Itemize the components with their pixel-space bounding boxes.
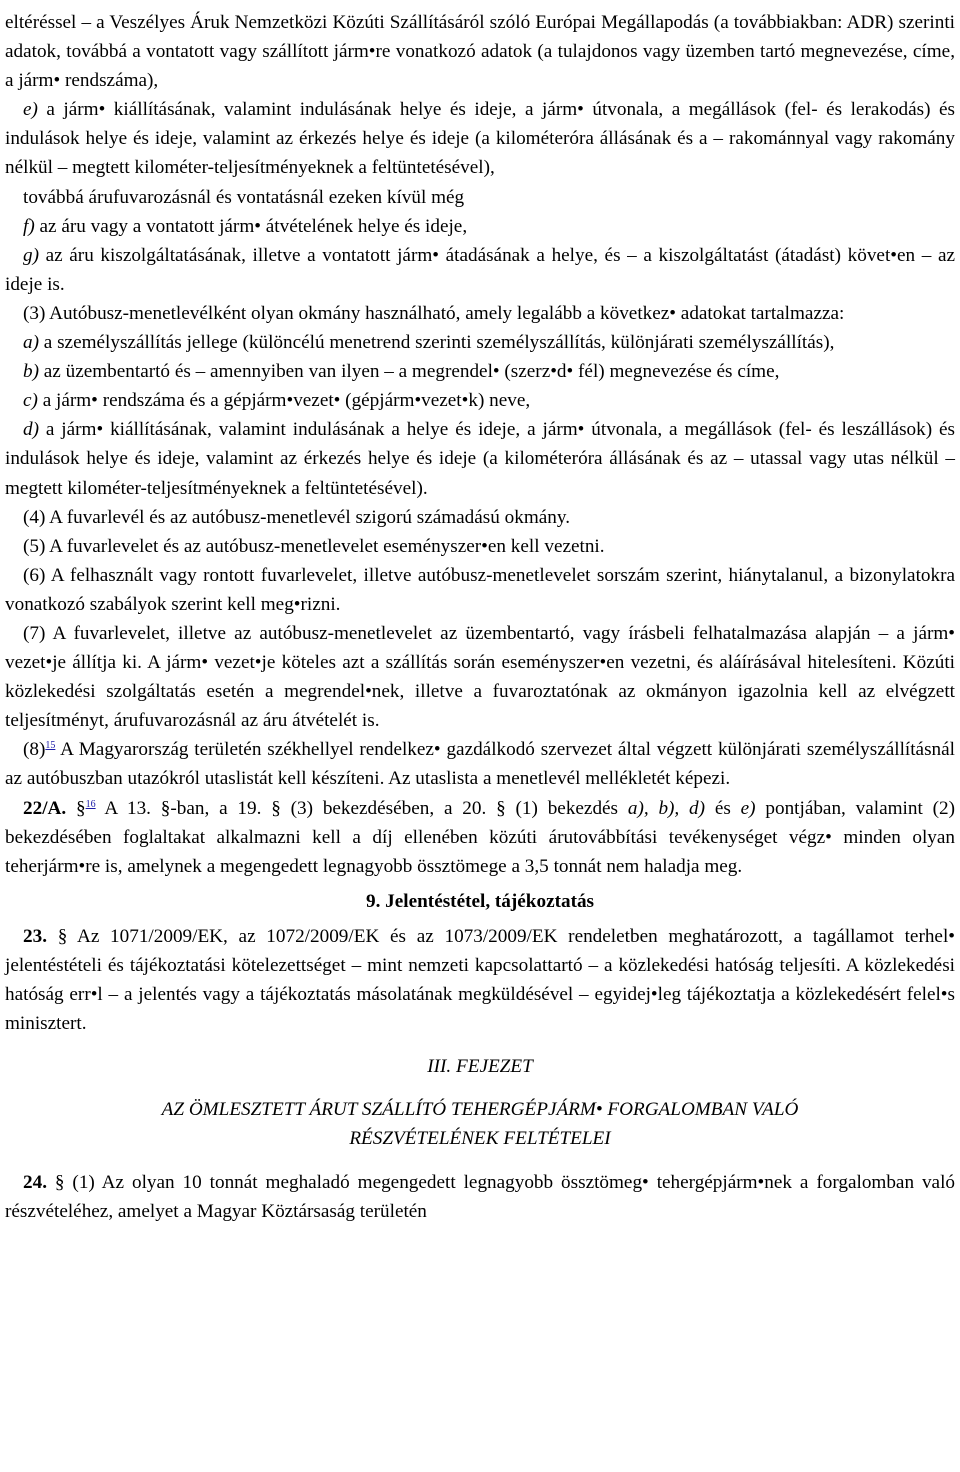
chapter-title-line-2: RÉSZVÉTELÉNEK FELTÉTELEI — [349, 1128, 611, 1150]
paragraph-18 — [5, 1168, 955, 1226]
paragraph-text: és — [705, 797, 741, 819]
paragraph-3 — [5, 183, 955, 212]
paragraph-text: (7) A fuvarlevelet, illetve az autóbusz-menetlevelet az üzembentartó, vagy írásbeli felhatalmazása alapján – a járm• vezet•je állítja ki. A járm• vezet•je köteles azt a szállítás során eseményszer•en vezetni, és aláírásával hitelesíteni. Közúti közlekedési szolgáltatás esetén a megrendel•nek, illetve a fuvaroztatónak az okmányon igazolnia kell az elvégzett teljesítményt, árufuvarozásnál az áru átvételét is. — [5, 622, 955, 732]
paragraph-text: az áru kiszolgáltatásának, illetve a vontatott járm• átadásának a helye, és – a kiszolgáltatást (átadást) követ•en – az ideje is. — [5, 244, 955, 295]
list-marker-a: a) — [23, 332, 39, 354]
chapter-title-line-1: AZ ÖMLESZTETT ÁRUT SZÁLLÍTÓ TEHERGÉPJÁRM• FORGALOMBAN VALÓ — [161, 1099, 799, 1121]
footnote-link-15[interactable]: 15 — [45, 740, 56, 752]
paragraph-text: (6) A felhasznált vagy rontott fuvarlevelet, illetve autóbusz-menetlevelet sorszám szerint, hiánytalanul, a bizonylatokra vonatkozó szabályok szerint kell meg•rizni. — [5, 564, 955, 615]
paragraph-17 — [5, 922, 955, 1038]
paragraph-text: eltéréssel – a Veszélyes Áruk Nemzetközi Közúti Szállításáról szóló Európai Megállapodás (a továbbiakban: ADR) szerinti adatok, továbbá a vontatott vagy szállított járm•re vonatkozó adatok (a tulajdonos vagy üzemben tartó megnevezése, címe, a járm• rendszáma), — [5, 12, 955, 92]
paragraph-text: pontjában, valamint (2) bekezdésében foglaltakat alkalmazni kell a díj ellenében közúti árutovábbítási tevékenységet végz• minden olyan teherjárm•re is, amelynek a megengedett legnagyobb össztömege a 3,5 tonnát nem haladja meg. — [5, 797, 955, 877]
point-reference-e: e) — [740, 797, 756, 819]
paragraph-6 — [5, 299, 955, 328]
paragraph-1 — [5, 8, 955, 95]
paragraph-text: (5) A fuvarlevelet és az autóbusz-menetlevelet eseményszer•en kell vezetni. — [23, 535, 605, 557]
paragraph-14 — [5, 619, 955, 735]
list-marker-g: g) — [23, 244, 39, 266]
paragraph-text: A 13. §-ban, a 19. § (3) bekezdésében, a 20. § (1) bekezdés — [95, 797, 628, 819]
paragraph-2 — [5, 95, 955, 182]
spacer — [5, 1154, 955, 1168]
paragraph-number: (8) — [23, 739, 46, 761]
paragraph-text: továbbá árufuvarozásnál és vontatásnál ezeken kívül még — [23, 186, 465, 208]
paragraph-text: A Magyarország területén székhellyel rendelkez• gazdálkodó szervezet által végzett különjárati személyszállításnál az autóbuszban utazókról utaslistát kell készíteni. Az utaslista a menetlevél mellékletét képezi. — [5, 739, 955, 790]
list-marker-c: c) — [23, 390, 38, 412]
section-number: 22/A. — [23, 797, 67, 819]
chapter-heading: III. FEJEZET — [427, 1056, 533, 1078]
point-references: a), b), d) — [627, 797, 706, 819]
paragraph-text: a járm• kiállításának, valamint indulásának helye és ideje, a járm• útvonala, a megállások (fel- és lerakodás) és indulások helye és ideje, valamint az érkezés helye és ideje (a kilométeróra állásának és a – rakománnyal vagy rakomány nélkül – megtett kilométer-teljesítményeknek a feltüntetésével), — [5, 99, 955, 179]
paragraph-text: az üzembentartó és – amennyiben van ilyen – a megrendel• (szerz•d• fél) megnevezése és címe, — [38, 361, 780, 383]
list-marker-f: f) — [23, 215, 35, 237]
section-heading: 9. Jelentéstétel, tájékoztatás — [365, 890, 595, 912]
paragraph-11 — [5, 503, 955, 532]
paragraph-12 — [5, 532, 955, 561]
paragraph-text: § (1) Az olyan 10 tonnát meghaladó megengedett legnagyobb össztömeg• tehergépjárm•nek a forgalomban való részvételéhez, amelyet a Magyar Köztársaság területén — [5, 1171, 955, 1222]
paragraph-text: az áru vagy a vontatott járm• átvételének helye és ideje, — [34, 215, 468, 237]
paragraph-text: a járm• kiállításának, valamint indulásának a helye és ideje, a járm• útvonala, a megállások (fel- és leszállások) és indulások helye és ideje, valamint az érkezés helye és ideje (a kilométeróra állásának és az – utassal vagy utas nélkül – megtett kilométer-teljesítményeknek a feltüntetésével). — [5, 419, 955, 499]
paragraph-16 — [5, 794, 955, 881]
list-marker-d: d) — [23, 419, 39, 441]
section-number: 24. — [23, 1171, 47, 1193]
paragraph-5 — [5, 241, 955, 299]
paragraph-text: a személyszállítás jellege (különcélú menetrend szerinti személyszállítás, különjárati személyszállítás), — [38, 332, 835, 354]
paragraph-text: (4) A fuvarlevél és az autóbusz-menetlevél szigorú számadású okmány. — [23, 506, 571, 528]
footnote-link-16[interactable]: 16 — [85, 798, 96, 810]
paragraph-10 — [5, 415, 955, 502]
list-marker-b: b) — [23, 361, 39, 383]
spacer — [5, 1038, 955, 1052]
paragraph-15 — [5, 735, 955, 793]
paragraph-8 — [5, 357, 955, 386]
paragraph-7 — [5, 328, 955, 357]
paragraph-text: a járm• rendszáma és a gépjárm•vezet• (gépjárm•vezet•k) neve, — [37, 390, 531, 412]
paragraph-9 — [5, 386, 955, 415]
paragraph-13 — [5, 561, 955, 619]
paragraph-text: (3) Autóbusz-menetlevélként olyan okmány használható, amely legalább a következ• adatokat tartalmazza: — [23, 302, 845, 324]
paragraph-text: § Az 1071/2009/EK, az 1072/2009/EK és az 1073/2009/EK rendeletben meghatározott, a tagállamot terhel• jelentéstételi és tájékoztatási kötelezettséget – mint nemzeti kapcsolattartó – a közlekedési hatóság teljesíti. A közlekedési hatóság err•l – a jelentés vagy a tájékoztatás másolatának megküldésével – egyidej•leg tájékoztatja a közlekedésért felel•s minisztert. — [5, 925, 955, 1035]
paragraph-4 — [5, 212, 955, 241]
section-sign: § — [66, 797, 86, 819]
spacer — [5, 1081, 955, 1095]
list-marker-e: e) — [23, 99, 38, 121]
section-number: 23. — [23, 925, 47, 947]
